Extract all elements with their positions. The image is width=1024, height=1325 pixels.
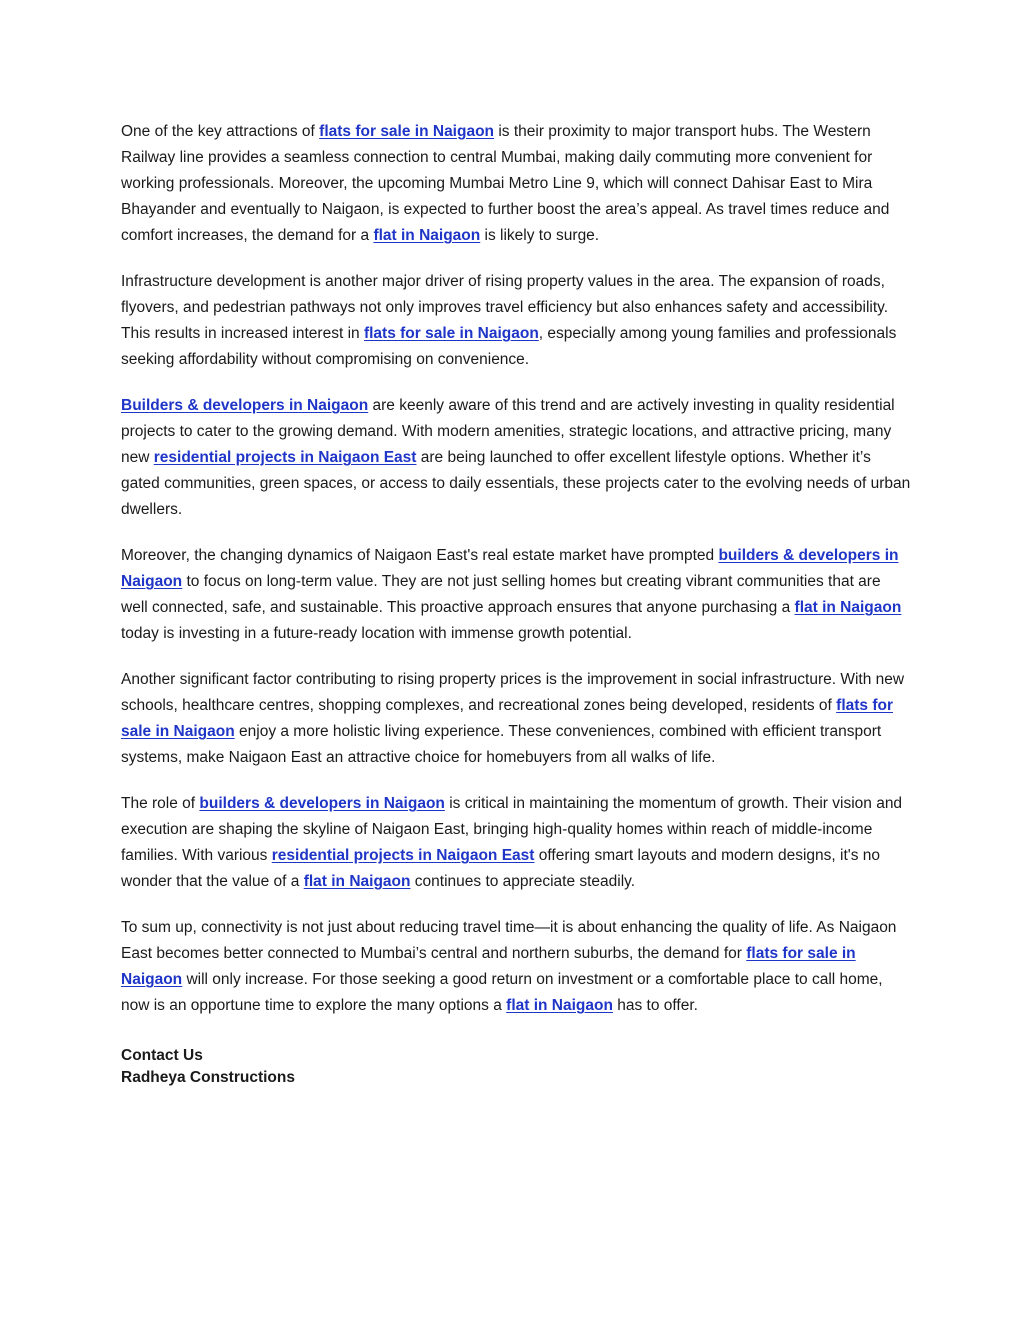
company-name: Radheya Constructions xyxy=(121,1069,295,1086)
article-body xyxy=(121,119,911,1019)
paragraph-text: today is investing in a future-ready location with immense growth potential. xyxy=(121,625,632,642)
paragraph-text: will only increase. For those seeking a good return on investment or a comfortable place to call home, now is an opportune time to explore the many options a xyxy=(121,971,883,1014)
paragraph-text: , especially among young families and professionals seeking affordability without compromising on convenience. xyxy=(121,325,897,368)
inline-link[interactable]: flat in Naigaon xyxy=(794,599,902,616)
paragraph xyxy=(121,791,911,895)
paragraph-text: to focus on long-term value. They are not just selling homes but creating vibrant communities that are well connected, safe, and sustainable. This proactive approach ensures that anyone purchasing a xyxy=(121,573,881,616)
contact-heading: Contact Us xyxy=(121,1047,203,1064)
inline-link[interactable]: flat in Naigaon xyxy=(373,227,481,244)
paragraph xyxy=(121,667,911,771)
paragraph-text: Moreover, the changing dynamics of Naigaon East's real estate market have prompted xyxy=(121,547,719,564)
paragraph-text: Infrastructure development is another major driver of rising property values in the area. The expansion of roads, flyovers, and pedestrian pathways not only improves travel efficiency but also enhances safety and accessibility. This results in increased interest in xyxy=(121,273,889,342)
paragraph xyxy=(121,915,911,1019)
paragraph-text: To sum up, connectivity is not just about reducing travel time—it is about enhancing the quality of life. As Naigaon East becomes better connected to Mumbai’s central and northern suburbs, the demand for xyxy=(121,919,897,962)
paragraph-text: Another significant factor contributing to rising property prices is the improvement in social infrastructure. With new schools, healthcare centres, shopping complexes, and recreational zones being developed, residents of xyxy=(121,671,905,714)
paragraph xyxy=(121,543,911,647)
inline-link[interactable]: flat in Naigaon xyxy=(506,997,613,1014)
paragraph-text: are being launched to offer excellent lifestyle options. Whether it’s gated communities, green spaces, or access to daily essentials, these projects cater to the evolving needs of urban dwellers. xyxy=(121,449,911,518)
inline-link[interactable]: residential projects in Naigaon East xyxy=(271,847,535,864)
paragraph-text: continues to appreciate steadily. xyxy=(410,873,636,890)
contact-block xyxy=(121,1045,911,1089)
inline-link[interactable]: flats for sale in Naigaon xyxy=(319,123,495,140)
paragraph-text: is likely to surge. xyxy=(480,227,600,244)
paragraph xyxy=(121,393,911,523)
paragraph xyxy=(121,119,911,249)
paragraph-text: The role of xyxy=(121,795,200,812)
paragraph-text: enjoy a more holistic living experience. These conveniences, combined with efficient transport systems, make Naigaon East an attractive choice for homebuyers from all walks of life. xyxy=(121,723,882,766)
inline-link[interactable]: flat in Naigaon xyxy=(303,873,411,890)
inline-link[interactable]: Builders & developers in Naigaon xyxy=(121,397,369,414)
inline-link[interactable]: flats for sale in Naigaon xyxy=(121,697,894,740)
paragraph-text: are keenly aware of this trend and are actively investing in quality residential projects to cater to the growing demand. With modern amenities, strategic locations, and attractive pricing, many new xyxy=(121,397,895,466)
paragraph-text: One of the key attractions of xyxy=(121,123,320,140)
paragraph-text: is their proximity to major transport hubs. The Western Railway line provides a seamless connection to central Mumbai, making daily commuting more convenient for working professionals. Moreover, the upcoming Mumbai Metro Line 9, which will connect Dahisar East to Mira Bhayander and eventually to Naigaon, is expected to further boost the area’s appeal. As travel times reduce and comfort increases, the demand for a xyxy=(121,123,890,244)
inline-link[interactable]: builders & developers in Naigaon xyxy=(199,795,445,812)
inline-link[interactable]: flats for sale in Naigaon xyxy=(363,325,539,342)
inline-link[interactable]: flats for sale in Naigaon xyxy=(121,945,856,988)
paragraph-text: has to offer. xyxy=(612,997,698,1014)
inline-link[interactable]: residential projects in Naigaon East xyxy=(153,449,417,466)
paragraph-text: offering smart layouts and modern designs, it's no wonder that the value of a xyxy=(121,847,881,890)
paragraph xyxy=(121,269,911,373)
paragraph-text: is critical in maintaining the momentum of growth. Their vision and execution are shaping the skyline of Naigaon East, bringing high-quality homes within reach of middle-income families. With various xyxy=(121,795,903,864)
document-page xyxy=(121,119,911,1089)
inline-link[interactable]: builders & developers in Naigaon xyxy=(121,547,899,590)
